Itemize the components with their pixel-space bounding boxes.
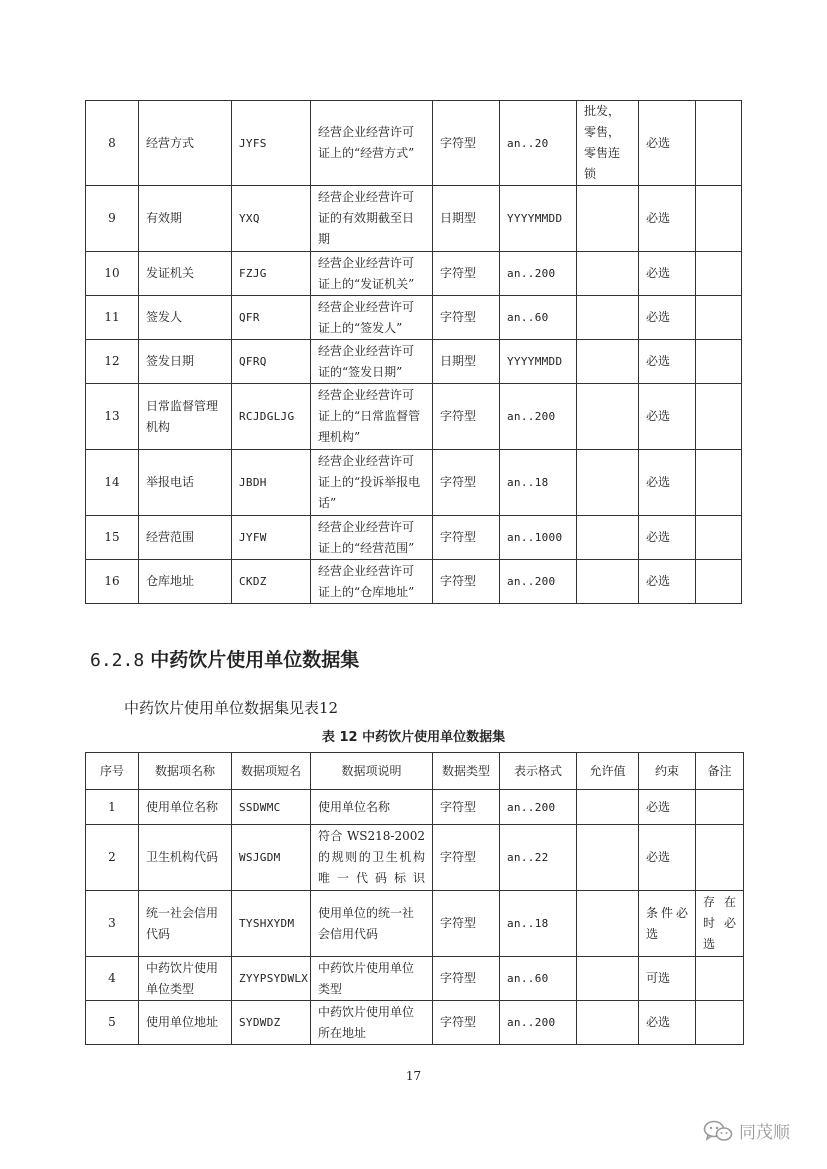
watermark-text: 同茂顺 [739,1123,790,1143]
table-row [86,186,742,252]
cell-name: 使用单位地址 [139,1001,232,1045]
cell-type: 字符型 [433,891,500,957]
cell-format: YYYYMMDD [500,340,577,384]
cell-seq: 15 [86,516,139,560]
cell-name: 有效期 [139,186,232,252]
cell-type: 字符型 [433,516,500,560]
cell-seq: 1 [86,790,139,825]
column-header: 表示格式 [500,753,577,790]
cell-note [696,825,744,891]
wechat-icon [703,1120,733,1142]
cell-allowed [577,891,639,957]
cell-type: 字符型 [433,790,500,825]
cell-short: RCJDGLJG [232,384,311,450]
cell-seq: 2 [86,825,139,891]
cell-constraint: 必选 [639,1001,696,1045]
cell-desc: 经营企业经营许可证的“签发日期” [311,340,433,384]
column-header: 数据项名称 [139,753,232,790]
cell-desc: 中药饮片使用单位所在地址 [311,1001,433,1045]
table-caption: 表 12 中药饮片使用单位数据集 [321,730,506,745]
section-heading [90,645,359,672]
cell-short: JYFW [232,516,311,560]
column-header: 序号 [86,753,139,790]
cell-type: 字符型 [433,296,500,340]
cell-constraint: 必选 [639,825,696,891]
table-row [86,252,742,296]
cell-seq: 10 [86,252,139,296]
cell-seq: 8 [86,101,139,186]
cell-name: 发证机关 [139,252,232,296]
cell-allowed [577,560,639,604]
cell-format: an..1000 [500,516,577,560]
cell-desc: 经营企业经营许可证上的“签发人” [311,296,433,340]
cell-desc: 经营企业经营许可证上的“投诉举报电话” [311,450,433,516]
cell-short: ZYYPSYDWLX [232,957,311,1001]
table-row [86,891,744,957]
cell-seq: 11 [86,296,139,340]
cell-short: WSJGDM [232,825,311,891]
cell-type: 字符型 [433,1001,500,1045]
cell-seq: 5 [86,1001,139,1045]
cell-desc: 中药饮片使用单位类型 [311,957,433,1001]
cell-seq: 13 [86,384,139,450]
column-header: 数据项短名 [232,753,311,790]
cell-name: 统一社会信用代码 [139,891,232,957]
section-number: 6.2.8 [90,650,145,671]
table-row [86,516,742,560]
cell-name: 卫生机构代码 [139,825,232,891]
table-row [86,384,742,450]
cell-short: SSDWMC [232,790,311,825]
table-12 [85,752,744,1045]
cell-desc: 经营企业经营许可证上的“经营方式” [311,101,433,186]
cell-note: 存在时必选 [696,891,744,957]
cell-allowed [577,790,639,825]
table-row [86,790,744,825]
cell-constraint: 必选 [639,186,696,252]
table-row [86,957,744,1001]
cell-type: 日期型 [433,186,500,252]
column-header: 数据类型 [433,753,500,790]
cell-note [696,957,744,1001]
cell-format: an..60 [500,957,577,1001]
cell-allowed [577,825,639,891]
cell-name: 使用单位名称 [139,790,232,825]
cell-name: 经营范围 [139,516,232,560]
cell-constraint: 条件必选 [639,891,696,957]
cell-seq: 12 [86,340,139,384]
cell-seq: 9 [86,186,139,252]
cell-short: JYFS [232,101,311,186]
cell-type: 字符型 [433,560,500,604]
cell-constraint: 必选 [639,296,696,340]
cell-format: an..200 [500,252,577,296]
license-fields-table [85,100,742,604]
cell-name: 经营方式 [139,101,232,186]
column-header: 约束 [639,753,696,790]
cell-allowed [577,252,639,296]
cell-constraint: 必选 [639,340,696,384]
cell-constraint: 必选 [639,560,696,604]
cell-format: YYYYMMDD [500,186,577,252]
cell-type: 字符型 [433,101,500,186]
cell-note [696,790,744,825]
cell-allowed [577,340,639,384]
column-header: 备注 [696,753,744,790]
column-header: 数据项说明 [311,753,433,790]
table-row [86,1001,744,1045]
cell-constraint: 必选 [639,252,696,296]
cell-type: 字符型 [433,825,500,891]
table-row [86,825,744,891]
cell-constraint: 必选 [639,450,696,516]
cell-note [696,384,742,450]
cell-short: YXQ [232,186,311,252]
cell-type: 字符型 [433,450,500,516]
cell-desc: 使用单位的统一社会信用代码 [311,891,433,957]
cell-name: 日常监督管理机构 [139,384,232,450]
cell-note [696,516,742,560]
cell-format: an..20 [500,101,577,186]
cell-note [696,450,742,516]
cell-short: QFR [232,296,311,340]
table-row [86,560,742,604]
cell-type: 字符型 [433,957,500,1001]
cell-format: an..18 [500,891,577,957]
section-title: 中药饮片使用单位数据集 [150,649,360,671]
cell-seq: 16 [86,560,139,604]
cell-allowed [577,450,639,516]
cell-format: an..200 [500,560,577,604]
cell-desc: 使用单位名称 [311,790,433,825]
cell-allowed [577,516,639,560]
cell-seq: 4 [86,957,139,1001]
cell-name: 举报电话 [139,450,232,516]
cell-desc: 经营企业经营许可证上的“仓库地址” [311,560,433,604]
cell-note [696,296,742,340]
cell-desc: 经营企业经营许可证的有效期截至日期 [311,186,433,252]
cell-type: 日期型 [433,340,500,384]
cell-format: an..22 [500,825,577,891]
cell-note [696,186,742,252]
cell-note [696,560,742,604]
cell-format: an..18 [500,450,577,516]
cell-note [696,1001,744,1045]
cell-format: an..200 [500,790,577,825]
cell-name: 仓库地址 [139,560,232,604]
cell-name: 签发人 [139,296,232,340]
watermark [703,1118,790,1143]
cell-constraint: 必选 [639,516,696,560]
cell-allowed [577,384,639,450]
cell-allowed [577,957,639,1001]
cell-note [696,252,742,296]
cell-desc: 经营企业经营许可证上的“发证机关” [311,252,433,296]
cell-name: 中药饮片使用单位类型 [139,957,232,1001]
cell-note [696,101,742,186]
cell-name: 签发日期 [139,340,232,384]
cell-short: CKDZ [232,560,311,604]
cell-type: 字符型 [433,384,500,450]
cell-constraint: 必选 [639,384,696,450]
cell-constraint: 可选 [639,957,696,1001]
cell-short: JBDH [232,450,311,516]
cell-type: 字符型 [433,252,500,296]
table-row [86,296,742,340]
table-header-row [86,753,744,790]
cell-allowed [577,296,639,340]
cell-short: FZJG [232,252,311,296]
cell-format: an..200 [500,384,577,450]
intro-paragraph: 中药饮片使用单位数据集见表12 [124,699,339,717]
cell-short: SYDWDZ [232,1001,311,1045]
cell-short: TYSHXYDM [232,891,311,957]
table-row [86,450,742,516]
cell-allowed: 批发，零售，零售连锁 [577,101,639,186]
cell-constraint: 必选 [639,790,696,825]
column-header: 允许值 [577,753,639,790]
cell-constraint: 必选 [639,101,696,186]
cell-short: QFRQ [232,340,311,384]
cell-note [696,340,742,384]
cell-seq: 14 [86,450,139,516]
cell-desc: 符合 WS218-2002 的规则的卫生机构唯一代码标识 [311,825,433,891]
cell-allowed [577,186,639,252]
cell-allowed [577,1001,639,1045]
cell-desc: 经营企业经营许可证上的“日常监督管理机构” [311,384,433,450]
cell-format: an..60 [500,296,577,340]
cell-format: an..200 [500,1001,577,1045]
table-row [86,101,742,186]
table-row [86,340,742,384]
page-number: 17 [405,1069,422,1083]
cell-seq: 3 [86,891,139,957]
cell-desc: 经营企业经营许可证上的“经营范围” [311,516,433,560]
